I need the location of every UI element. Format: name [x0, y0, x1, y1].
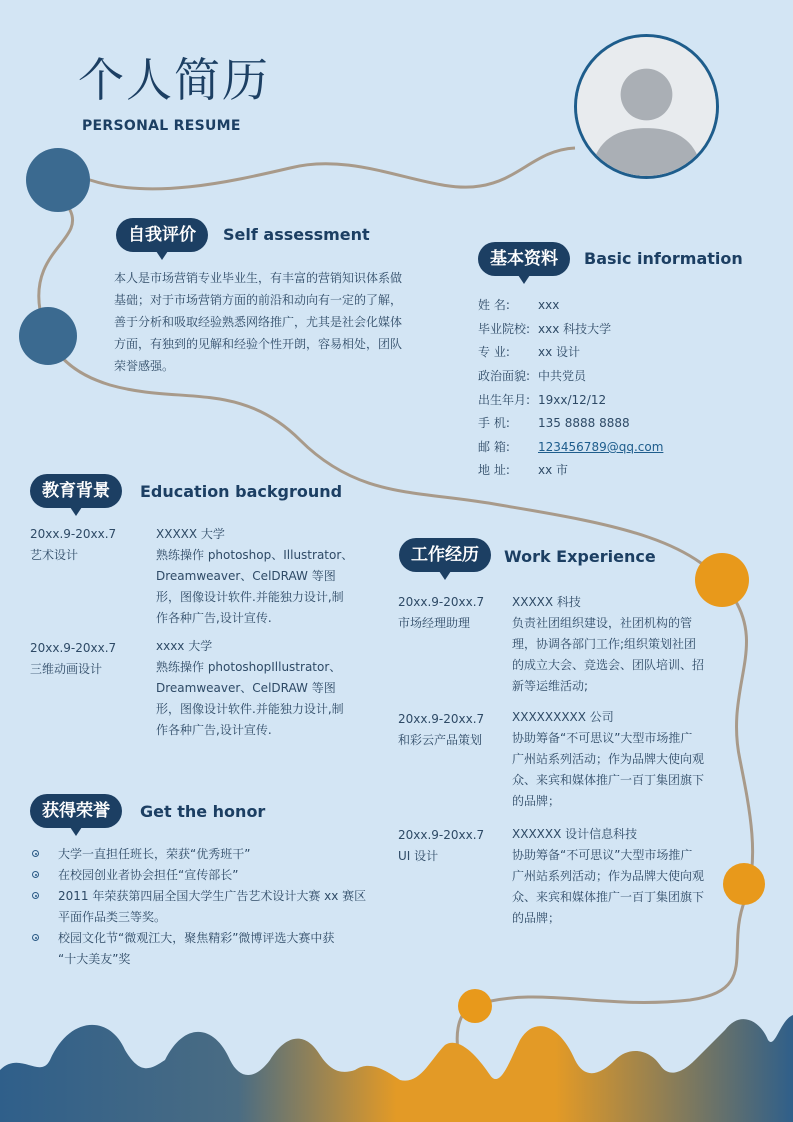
work-item-left: [398, 709, 508, 751]
text-line: 作各种广告,设计宣传.: [156, 611, 272, 625]
work-role: UI 设计: [398, 849, 439, 863]
work-company: XXXXXXXXX 公司: [512, 710, 614, 724]
section-title-basic-info: Basic information: [584, 249, 743, 268]
decorative-dot-orange: [458, 989, 492, 1023]
text-line: 大学一直担任班长，荣获“优秀班干”: [58, 847, 251, 861]
info-label: 政治面貌:: [478, 369, 531, 383]
text-line: 作各种广告,设计宣传.: [156, 723, 272, 737]
section-pill-self-assessment: 自我评价: [116, 218, 208, 252]
text-line: 基础；对于市场营销方面的前沿和动向有一定的了解，: [114, 293, 403, 307]
text-line: 熟练操作 photoshopIllustrator、: [156, 660, 342, 674]
text-line: 的品牌；: [512, 911, 561, 925]
section-title-honors: Get the honor: [140, 802, 266, 821]
section-pill-honors: 获得荣誉: [30, 794, 122, 828]
text-line: 协助筹备“不可思议”大型市场推广: [512, 731, 693, 745]
education-school: XXXXX 大学: [156, 527, 225, 541]
text-line: 广州站系列活动；作为品牌大使向观: [512, 869, 705, 883]
self-assessment-text: [114, 267, 414, 377]
work-role: 和彩云产品策划: [398, 733, 483, 747]
education-date: 20xx.9-20xx.7: [30, 527, 117, 541]
info-label: 邮 箱:: [478, 440, 510, 454]
text-line: 新等运维活动;: [512, 679, 589, 693]
text-line: 在校园创业者协会担任“宣传部长”: [58, 868, 239, 882]
section-title-self-assessment: Self assessment: [223, 225, 370, 244]
text-line: 的成立大会、竞选会、团队培训、招: [512, 658, 705, 672]
list-item: [30, 844, 370, 865]
decorative-dot-orange: [723, 863, 765, 905]
education-item-right: [156, 524, 356, 629]
text-line: 的品牌；: [512, 794, 561, 808]
text-line: 众、来宾和媒体推广一百丁集团旗下: [512, 773, 705, 787]
info-row-birth: [478, 391, 606, 408]
text-line: 方面，有独到的见解和经验个性开朗，容易相处，团队: [114, 337, 403, 351]
text-line: 形，图像设计软件.并能独力设计,制: [156, 702, 344, 716]
info-label: 专 业:: [478, 345, 510, 359]
person-icon: [577, 37, 716, 176]
info-row-major: [478, 343, 580, 360]
info-value: xx 设计: [538, 345, 581, 359]
decorative-hills: [0, 1015, 793, 1122]
info-label: 地 址:: [478, 463, 510, 477]
work-item-left: [398, 592, 508, 634]
section-pill-work: 工作经历: [399, 538, 491, 572]
education-major: 三维动画设计: [30, 662, 103, 676]
work-date: 20xx.9-20xx.7: [398, 595, 485, 609]
work-item-right: [512, 592, 712, 697]
info-label: 手 机:: [478, 416, 510, 430]
info-value: 中共党员: [538, 369, 587, 383]
work-item-right: [512, 824, 712, 929]
section-pill-basic-info: 基本资料: [478, 242, 570, 276]
text-line: 本人是市场营销专业毕业生，有丰富的营销知识体系做: [114, 271, 403, 285]
bullet-icon: [32, 871, 39, 878]
education-item-right: [156, 636, 356, 741]
work-item-left: [398, 825, 508, 867]
text-line: 负责社团组织建设，社团机构的管: [512, 616, 693, 630]
education-item-left: [30, 638, 150, 680]
decorative-dot-blue: [19, 307, 77, 365]
list-item: [30, 928, 370, 970]
info-row-political: [478, 367, 586, 384]
info-label: 姓 名:: [478, 298, 510, 312]
work-company: XXXXXX 设计信息科技: [512, 827, 638, 841]
text-line: 平面作品类三等奖。: [58, 910, 167, 924]
work-date: 20xx.9-20xx.7: [398, 828, 485, 842]
text-line: 广州站系列活动；作为品牌大使向观: [512, 752, 705, 766]
text-line: 理，协调各部门工作;组织策划社团: [512, 637, 697, 651]
honor-list: [30, 844, 370, 970]
info-value: xxx 科技大学: [538, 322, 612, 336]
info-value: xxx: [538, 298, 560, 312]
work-company: XXXXX 科技: [512, 595, 581, 609]
info-label: 出生年月:: [478, 393, 531, 407]
decorative-dot-blue: [26, 148, 90, 212]
section-pill-education: 教育背景: [30, 474, 122, 508]
text-line: 校园文化节“微观江大，聚焦精彩”微博评选大赛中获: [58, 931, 335, 945]
page-subtitle: PERSONAL RESUME: [82, 118, 241, 134]
text-line: Dreamweaver、CelDRAW 等图: [156, 681, 336, 695]
work-date: 20xx.9-20xx.7: [398, 712, 485, 726]
text-line: 荣誉感强。: [114, 359, 175, 373]
info-value: 19xx/12/12: [538, 393, 607, 407]
education-major: 艺术设计: [30, 548, 79, 562]
bullet-icon: [32, 850, 39, 857]
bullet-icon: [32, 934, 39, 941]
education-date: 20xx.9-20xx.7: [30, 641, 117, 655]
text-line: Dreamweaver、CelDRAW 等图: [156, 569, 336, 583]
info-row-name: [478, 296, 559, 313]
work-item-right: [512, 707, 712, 812]
info-row-phone: [478, 414, 630, 431]
info-row-email: [478, 438, 663, 455]
work-role: 市场经理助理: [398, 616, 471, 630]
list-item: [30, 886, 370, 928]
avatar[interactable]: [574, 34, 719, 179]
text-line: 善于分析和吸取经验熟悉网络推广，尤其是社会化媒体: [114, 315, 403, 329]
text-line: 熟练操作 photoshop、Illustrator、: [156, 548, 354, 562]
info-label: 毕业院校:: [478, 322, 531, 336]
education-school: xxxx 大学: [156, 639, 213, 653]
section-title-work: Work Experience: [504, 547, 656, 566]
info-value: 135 8888 8888: [538, 416, 630, 430]
info-row-school: [478, 320, 611, 337]
list-item: [30, 865, 370, 886]
education-item-left: [30, 524, 150, 566]
email-link[interactable]: 123456789@qq.com: [538, 440, 664, 454]
info-row-address: [478, 461, 568, 478]
section-title-education: Education background: [140, 482, 343, 501]
text-line: 形，图像设计软件.并能独力设计,制: [156, 590, 344, 604]
bullet-icon: [32, 892, 39, 899]
text-line: 2011 年荣获第四届全国大学生广告艺术设计大赛 xx 赛区: [58, 889, 367, 903]
info-value: xx 市: [538, 463, 569, 477]
text-line: 众、来宾和媒体推广一百丁集团旗下: [512, 890, 705, 904]
page-title: 个人简历: [78, 53, 270, 107]
text-line: 协助筹备“不可思议”大型市场推广: [512, 848, 693, 862]
text-line: “十大美友”奖: [58, 952, 131, 966]
